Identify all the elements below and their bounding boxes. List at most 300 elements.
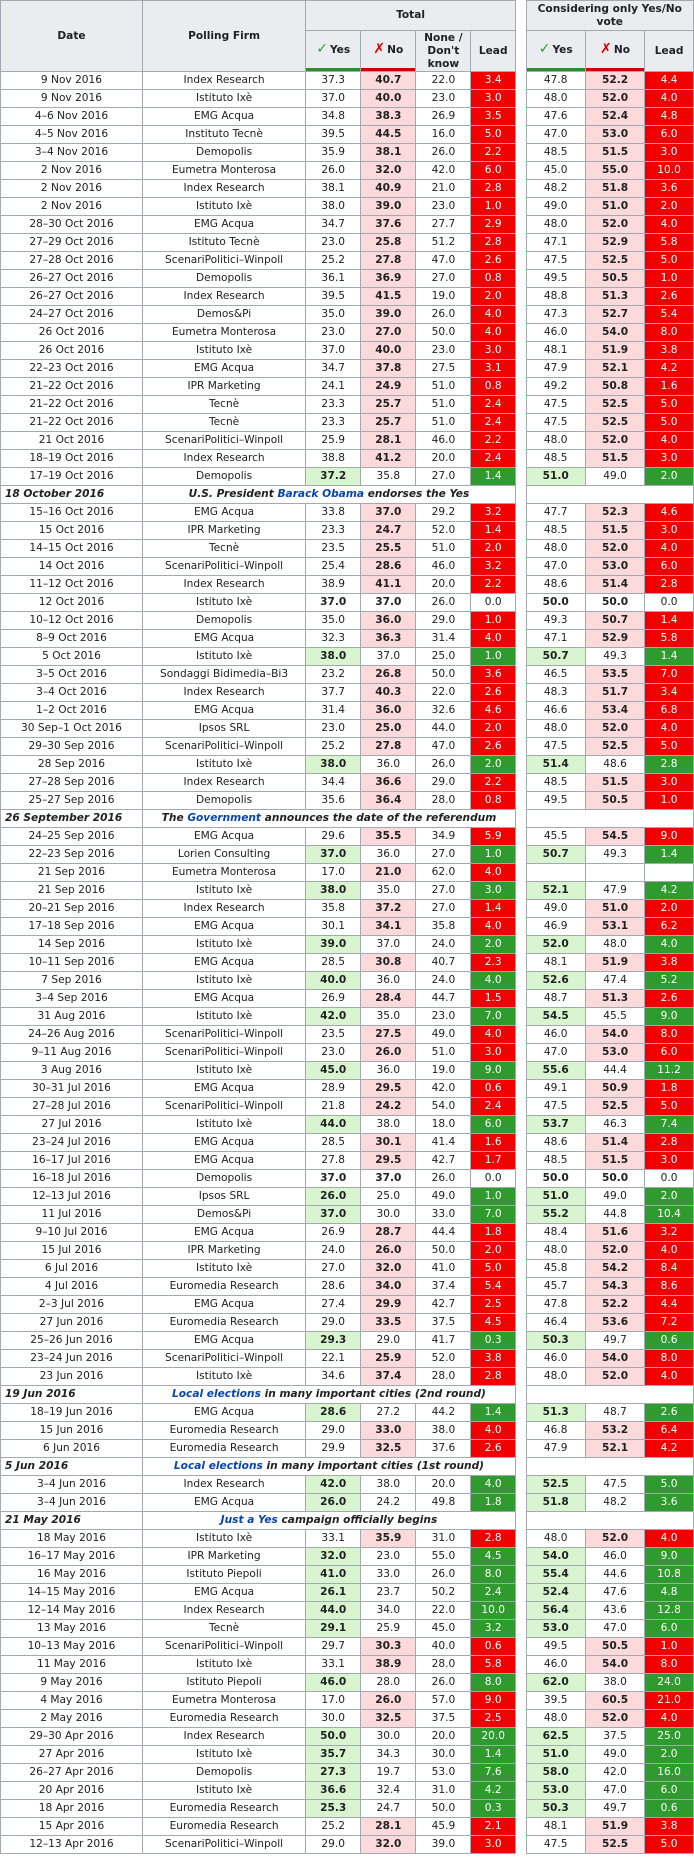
poll-c-yes: 51.3 bbox=[526, 1404, 585, 1422]
poll-dontknow: 28.0 bbox=[416, 792, 471, 810]
poll-no: 30.0 bbox=[361, 1206, 416, 1224]
poll-firm[interactable]: ScenariPolitici–Winpoll bbox=[142, 432, 305, 450]
poll-no: 25.7 bbox=[361, 414, 416, 432]
poll-c-yes: 55.6 bbox=[526, 1062, 585, 1080]
poll-yes: 29.0 bbox=[306, 1422, 361, 1440]
table-row bbox=[1, 1638, 694, 1656]
poll-firm[interactable]: ScenariPolitici–Winpoll bbox=[142, 1350, 305, 1368]
poll-firm[interactable]: Index Research bbox=[142, 576, 305, 594]
event-text bbox=[142, 486, 515, 504]
poll-lead: 1.4 bbox=[471, 1404, 516, 1422]
poll-firm[interactable]: EMG Acqua bbox=[142, 630, 305, 648]
poll-firm[interactable]: ScenariPolitici–Winpoll bbox=[142, 1026, 305, 1044]
poll-lead: 7.0 bbox=[471, 1008, 516, 1026]
poll-lead: 2.0 bbox=[471, 936, 516, 954]
poll-firm[interactable]: Eumetra Monterosa bbox=[142, 162, 305, 180]
poll-yes: 50.0 bbox=[306, 1728, 361, 1746]
poll-yes: 26.0 bbox=[306, 1188, 361, 1206]
poll-firm[interactable]: EMG Acqua bbox=[142, 1404, 305, 1422]
poll-yes: 22.1 bbox=[306, 1350, 361, 1368]
gap-cell bbox=[515, 792, 526, 810]
poll-firm[interactable]: Ipsos SRL bbox=[142, 1188, 305, 1206]
gap-cell bbox=[515, 774, 526, 792]
poll-firm[interactable]: Istituto Ixè bbox=[142, 1062, 305, 1080]
event-link[interactable]: Local elections bbox=[173, 1460, 263, 1472]
poll-lead: 3.4 bbox=[471, 72, 516, 90]
poll-firm[interactable]: EMG Acqua bbox=[142, 1134, 305, 1152]
event-link[interactable]: Barack Obama bbox=[277, 488, 365, 500]
poll-firm[interactable]: EMG Acqua bbox=[142, 1152, 305, 1170]
gap-cell bbox=[515, 1152, 526, 1170]
table-row bbox=[1, 648, 694, 666]
poll-date: 18–19 Jun 2016 bbox=[1, 1404, 143, 1422]
poll-firm[interactable]: ScenariPolitici–Winpoll bbox=[142, 1098, 305, 1116]
poll-no: 28.6 bbox=[361, 558, 416, 576]
poll-c-yes: 47.8 bbox=[526, 1296, 585, 1314]
poll-lead: 4.0 bbox=[471, 1476, 516, 1494]
poll-firm[interactable]: Euromedia Research bbox=[142, 1818, 305, 1836]
poll-c-no: 47.5 bbox=[585, 1476, 644, 1494]
poll-lead: 2.4 bbox=[471, 1098, 516, 1116]
gap-cell bbox=[515, 1062, 526, 1080]
header-considering: Considering only Yes/No vote bbox=[526, 1, 693, 31]
poll-c-no: 52.0 bbox=[585, 1368, 644, 1386]
poll-dontknow: 27.0 bbox=[416, 900, 471, 918]
poll-firm[interactable]: EMG Acqua bbox=[142, 1584, 305, 1602]
poll-firm[interactable]: EMG Acqua bbox=[142, 702, 305, 720]
poll-firm[interactable]: Eumetra Monterosa bbox=[142, 324, 305, 342]
poll-c-lead: 10.0 bbox=[645, 162, 694, 180]
poll-firm[interactable]: Index Research bbox=[142, 72, 305, 90]
poll-dontknow: 27.0 bbox=[416, 270, 471, 288]
poll-firm[interactable]: ScenariPolitici–Winpoll bbox=[142, 1044, 305, 1062]
poll-c-yes: 48.5 bbox=[526, 144, 585, 162]
poll-c-yes: 58.0 bbox=[526, 1764, 585, 1782]
table-row bbox=[1, 1548, 694, 1566]
event-link[interactable]: Government bbox=[187, 812, 261, 824]
poll-date: 3–4 Oct 2016 bbox=[1, 684, 143, 702]
poll-dontknow: 38.0 bbox=[416, 1422, 471, 1440]
poll-c-yes: 45.0 bbox=[526, 162, 585, 180]
poll-firm[interactable]: Eumetra Monterosa bbox=[142, 864, 305, 882]
poll-firm[interactable]: Demopolis bbox=[142, 612, 305, 630]
poll-date: 3–4 Jun 2016 bbox=[1, 1494, 143, 1512]
poll-firm[interactable]: Euromedia Research bbox=[142, 1800, 305, 1818]
poll-c-yes: 53.0 bbox=[526, 1620, 585, 1638]
poll-c-no: 51.0 bbox=[585, 198, 644, 216]
poll-no: 35.8 bbox=[361, 468, 416, 486]
poll-date: 2 Nov 2016 bbox=[1, 198, 143, 216]
poll-no: 37.0 bbox=[361, 936, 416, 954]
poll-lead: 1.6 bbox=[471, 1134, 516, 1152]
poll-no: 34.1 bbox=[361, 918, 416, 936]
poll-c-yes: 47.5 bbox=[526, 1836, 585, 1854]
poll-firm[interactable]: IPR Marketing bbox=[142, 1242, 305, 1260]
poll-firm[interactable]: Istituto Ixè bbox=[142, 972, 305, 990]
poll-c-no: 51.6 bbox=[585, 1224, 644, 1242]
poll-yes: 38.9 bbox=[306, 576, 361, 594]
poll-c-no: 47.9 bbox=[585, 882, 644, 900]
gap-cell bbox=[515, 378, 526, 396]
poll-firm[interactable]: Tecnè bbox=[142, 1620, 305, 1638]
check-icon: ✓ bbox=[538, 41, 551, 57]
poll-no: 39.0 bbox=[361, 306, 416, 324]
poll-c-yes: 48.5 bbox=[526, 522, 585, 540]
table-row bbox=[1, 270, 694, 288]
poll-lead: 2.6 bbox=[471, 1440, 516, 1458]
gap-cell bbox=[515, 432, 526, 450]
poll-firm[interactable]: Istituto Ixè bbox=[142, 342, 305, 360]
poll-yes: 35.0 bbox=[306, 306, 361, 324]
poll-date: 4–5 Nov 2016 bbox=[1, 126, 143, 144]
event-row bbox=[1, 1512, 694, 1530]
poll-firm[interactable]: IPR Marketing bbox=[142, 378, 305, 396]
poll-dontknow: 29.0 bbox=[416, 774, 471, 792]
poll-c-lead: 5.0 bbox=[645, 414, 694, 432]
poll-c-yes: 62.0 bbox=[526, 1674, 585, 1692]
poll-dontknow: 27.0 bbox=[416, 468, 471, 486]
gap-cell bbox=[515, 612, 526, 630]
poll-dontknow: 51.0 bbox=[416, 540, 471, 558]
poll-date: 27–28 Oct 2016 bbox=[1, 252, 143, 270]
poll-c-no: 60.5 bbox=[585, 1692, 644, 1710]
poll-lead: 3.0 bbox=[471, 882, 516, 900]
poll-firm[interactable]: Index Research bbox=[142, 180, 305, 198]
poll-lead: 3.0 bbox=[471, 1836, 516, 1854]
poll-firm[interactable]: EMG Acqua bbox=[142, 1332, 305, 1350]
poll-firm[interactable]: Euromedia Research bbox=[142, 1440, 305, 1458]
poll-firm[interactable]: Demopolis bbox=[142, 792, 305, 810]
poll-firm[interactable]: Eumetra Monterosa bbox=[142, 1692, 305, 1710]
poll-firm[interactable]: EMG Acqua bbox=[142, 954, 305, 972]
event-blank bbox=[526, 1458, 693, 1476]
poll-firm[interactable]: EMG Acqua bbox=[142, 828, 305, 846]
poll-no: 30.0 bbox=[361, 1728, 416, 1746]
poll-yes: 44.0 bbox=[306, 1602, 361, 1620]
poll-firm[interactable]: ScenariPolitici–Winpoll bbox=[142, 738, 305, 756]
poll-firm[interactable]: Istituto Piepoli bbox=[142, 1674, 305, 1692]
poll-firm[interactable]: Tecnè bbox=[142, 414, 305, 432]
poll-c-lead: 2.6 bbox=[645, 1404, 694, 1422]
poll-firm[interactable]: Demos&Pi bbox=[142, 1206, 305, 1224]
poll-firm[interactable]: Istituto Ixè bbox=[142, 756, 305, 774]
poll-firm[interactable]: Euromedia Research bbox=[142, 1710, 305, 1728]
poll-c-no: 45.5 bbox=[585, 1008, 644, 1026]
table-row bbox=[1, 1422, 694, 1440]
poll-dontknow: 29.0 bbox=[416, 612, 471, 630]
poll-yes: 27.8 bbox=[306, 1152, 361, 1170]
poll-firm[interactable]: Index Research bbox=[142, 684, 305, 702]
poll-c-lead: 4.0 bbox=[645, 90, 694, 108]
poll-firm[interactable]: Istituto Tecnè bbox=[142, 234, 305, 252]
poll-date: 21 Oct 2016 bbox=[1, 432, 143, 450]
poll-lead: 2.2 bbox=[471, 774, 516, 792]
poll-lead: 2.4 bbox=[471, 414, 516, 432]
poll-firm[interactable]: Istituto Ixè bbox=[142, 1116, 305, 1134]
poll-firm[interactable]: Index Research bbox=[142, 288, 305, 306]
poll-lead: 3.2 bbox=[471, 1620, 516, 1638]
poll-dontknow: 54.0 bbox=[416, 1098, 471, 1116]
poll-no: 26.0 bbox=[361, 1044, 416, 1062]
poll-firm[interactable]: EMG Acqua bbox=[142, 216, 305, 234]
poll-c-yes: 52.1 bbox=[526, 882, 585, 900]
poll-dontknow: 51.2 bbox=[416, 234, 471, 252]
table-row bbox=[1, 684, 694, 702]
poll-lead: 0.0 bbox=[471, 1170, 516, 1188]
poll-firm[interactable]: Index Research bbox=[142, 1728, 305, 1746]
poll-firm[interactable]: Demos&Pi bbox=[142, 306, 305, 324]
poll-firm[interactable]: Istituto Ixè bbox=[142, 594, 305, 612]
poll-firm[interactable]: Tecnè bbox=[142, 540, 305, 558]
poll-firm[interactable]: EMG Acqua bbox=[142, 1494, 305, 1512]
table-row bbox=[1, 432, 694, 450]
gap-cell bbox=[515, 288, 526, 306]
gap-cell bbox=[515, 1638, 526, 1656]
poll-firm[interactable]: Euromedia Research bbox=[142, 1314, 305, 1332]
poll-firm[interactable]: Istituto Ixè bbox=[142, 90, 305, 108]
poll-dontknow: 57.0 bbox=[416, 1692, 471, 1710]
poll-c-no: 54.0 bbox=[585, 1026, 644, 1044]
poll-yes: 30.0 bbox=[306, 1710, 361, 1728]
poll-no: 40.3 bbox=[361, 684, 416, 702]
poll-firm[interactable]: EMG Acqua bbox=[142, 504, 305, 522]
gap-cell bbox=[515, 414, 526, 432]
gap-cell bbox=[515, 468, 526, 486]
gap-cell bbox=[515, 540, 526, 558]
poll-dontknow: 26.0 bbox=[416, 1674, 471, 1692]
poll-firm[interactable]: ScenariPolitici–Winpoll bbox=[142, 252, 305, 270]
poll-firm[interactable]: IPR Marketing bbox=[142, 1548, 305, 1566]
poll-yes: 34.7 bbox=[306, 360, 361, 378]
poll-lead: 2.4 bbox=[471, 450, 516, 468]
poll-lead: 2.0 bbox=[471, 540, 516, 558]
poll-firm[interactable]: EMG Acqua bbox=[142, 108, 305, 126]
event-text bbox=[142, 1512, 515, 1530]
poll-firm[interactable]: Demopolis bbox=[142, 1170, 305, 1188]
header-dontknow: None / Don't know bbox=[416, 31, 471, 72]
poll-no: 25.0 bbox=[361, 720, 416, 738]
poll-firm[interactable]: Demopolis bbox=[142, 1764, 305, 1782]
table-row bbox=[1, 1620, 694, 1638]
poll-c-yes: 47.3 bbox=[526, 306, 585, 324]
poll-firm[interactable]: Ipsos SRL bbox=[142, 720, 305, 738]
poll-date: 11 May 2016 bbox=[1, 1656, 143, 1674]
poll-dontknow: 26.0 bbox=[416, 306, 471, 324]
poll-date: 20–21 Sep 2016 bbox=[1, 900, 143, 918]
poll-firm[interactable]: EMG Acqua bbox=[142, 1296, 305, 1314]
poll-c-no: 51.5 bbox=[585, 774, 644, 792]
poll-date: 3–4 Sep 2016 bbox=[1, 990, 143, 1008]
event-text bbox=[142, 1386, 515, 1404]
poll-lead: 0.8 bbox=[471, 270, 516, 288]
poll-date: 21–22 Oct 2016 bbox=[1, 378, 143, 396]
poll-c-yes: 47.5 bbox=[526, 396, 585, 414]
event-link[interactable]: Local elections bbox=[172, 1388, 261, 1400]
gap-cell bbox=[515, 720, 526, 738]
poll-c-yes: 47.0 bbox=[526, 1044, 585, 1062]
poll-firm[interactable]: Demopolis bbox=[142, 270, 305, 288]
poll-no: 25.0 bbox=[361, 1188, 416, 1206]
poll-firm[interactable]: Istituto Ixè bbox=[142, 882, 305, 900]
poll-firm[interactable]: IPR Marketing bbox=[142, 522, 305, 540]
poll-c-yes: 48.0 bbox=[526, 1368, 585, 1386]
poll-c-yes: 46.4 bbox=[526, 1314, 585, 1332]
poll-firm[interactable]: Index Research bbox=[142, 1476, 305, 1494]
poll-c-lead: 4.8 bbox=[645, 108, 694, 126]
poll-dontknow: 53.0 bbox=[416, 1764, 471, 1782]
event-date: 26 September 2016 bbox=[1, 810, 143, 828]
poll-firm[interactable]: Istituto Ixè bbox=[142, 1008, 305, 1026]
poll-firm[interactable]: EMG Acqua bbox=[142, 990, 305, 1008]
poll-firm[interactable]: Lorien Consulting bbox=[142, 846, 305, 864]
poll-dontknow: 40.7 bbox=[416, 954, 471, 972]
poll-dontknow: 22.0 bbox=[416, 1602, 471, 1620]
table-row bbox=[1, 504, 694, 522]
poll-firm[interactable]: Index Research bbox=[142, 900, 305, 918]
table-row bbox=[1, 1026, 694, 1044]
gap-cell bbox=[515, 216, 526, 234]
poll-dontknow: 44.7 bbox=[416, 990, 471, 1008]
table-row bbox=[1, 1170, 694, 1188]
poll-lead: 2.1 bbox=[471, 1818, 516, 1836]
table-row bbox=[1, 342, 694, 360]
poll-dontknow: 25.0 bbox=[416, 648, 471, 666]
poll-lead: 0.3 bbox=[471, 1332, 516, 1350]
poll-firm[interactable]: Tecnè bbox=[142, 396, 305, 414]
poll-date: 26 Oct 2016 bbox=[1, 342, 143, 360]
event-post: in many important cities (2nd round) bbox=[260, 1388, 486, 1400]
poll-dontknow: 33.0 bbox=[416, 1206, 471, 1224]
poll-no: 38.0 bbox=[361, 1116, 416, 1134]
poll-c-yes: 48.0 bbox=[526, 540, 585, 558]
poll-no: 28.1 bbox=[361, 1818, 416, 1836]
poll-firm[interactable]: Euromedia Research bbox=[142, 1422, 305, 1440]
poll-firm[interactable]: Index Research bbox=[142, 450, 305, 468]
poll-firm[interactable]: Istituto Ixè bbox=[142, 1260, 305, 1278]
poll-yes: 17.0 bbox=[306, 1692, 361, 1710]
poll-c-no: 52.9 bbox=[585, 234, 644, 252]
table-row bbox=[1, 1080, 694, 1098]
poll-lead: 4.0 bbox=[471, 1026, 516, 1044]
poll-date: 26–27 Oct 2016 bbox=[1, 288, 143, 306]
poll-no: 27.8 bbox=[361, 252, 416, 270]
poll-dontknow: 50.0 bbox=[416, 1800, 471, 1818]
poll-c-no: 51.5 bbox=[585, 144, 644, 162]
poll-c-lead: 6.0 bbox=[645, 1782, 694, 1800]
poll-dontknow: 24.0 bbox=[416, 936, 471, 954]
poll-firm[interactable]: Demopolis bbox=[142, 468, 305, 486]
poll-yes: 24.1 bbox=[306, 378, 361, 396]
poll-c-lead: 6.0 bbox=[645, 126, 694, 144]
table-row bbox=[1, 144, 694, 162]
event-text bbox=[142, 810, 515, 828]
poll-no: 38.3 bbox=[361, 108, 416, 126]
poll-c-yes: 47.8 bbox=[526, 72, 585, 90]
poll-firm[interactable]: Index Research bbox=[142, 1602, 305, 1620]
poll-yes: 28.6 bbox=[306, 1278, 361, 1296]
poll-dontknow: 49.0 bbox=[416, 1026, 471, 1044]
poll-yes: 23.3 bbox=[306, 414, 361, 432]
poll-firm[interactable]: Istituto Ixè bbox=[142, 1782, 305, 1800]
event-link[interactable]: Just a Yes bbox=[220, 1514, 278, 1526]
gap-cell bbox=[515, 1602, 526, 1620]
poll-c-yes: 49.0 bbox=[526, 198, 585, 216]
poll-firm[interactable]: Istituto Ixè bbox=[142, 1368, 305, 1386]
poll-firm[interactable]: Istituto Ixè bbox=[142, 936, 305, 954]
poll-c-no: 52.0 bbox=[585, 540, 644, 558]
poll-c-no: 52.7 bbox=[585, 306, 644, 324]
poll-firm[interactable]: Istituto Ixè bbox=[142, 648, 305, 666]
gap-cell bbox=[515, 522, 526, 540]
poll-firm[interactable]: Demopolis bbox=[142, 144, 305, 162]
poll-c-lead: 6.0 bbox=[645, 1620, 694, 1638]
poll-firm[interactable]: Istituto Ixè bbox=[142, 1530, 305, 1548]
gap-cell bbox=[515, 1836, 526, 1854]
header-c-lead: Lead bbox=[645, 31, 694, 72]
poll-date: 27 Apr 2016 bbox=[1, 1746, 143, 1764]
poll-firm[interactable]: Sondaggi Bidimedia–Bi3 bbox=[142, 666, 305, 684]
poll-firm[interactable]: ScenariPolitici–Winpoll bbox=[142, 558, 305, 576]
poll-yes: 39.0 bbox=[306, 936, 361, 954]
table-row bbox=[1, 1188, 694, 1206]
poll-lead: 3.0 bbox=[471, 1044, 516, 1062]
poll-c-lead: 4.0 bbox=[645, 432, 694, 450]
gap-cell bbox=[515, 270, 526, 288]
poll-firm[interactable]: Istituto Ixè bbox=[142, 198, 305, 216]
table-row bbox=[1, 126, 694, 144]
poll-no: 32.5 bbox=[361, 1440, 416, 1458]
table-row bbox=[1, 936, 694, 954]
poll-lead: 4.0 bbox=[471, 1422, 516, 1440]
poll-yes: 23.3 bbox=[306, 396, 361, 414]
poll-dontknow: 20.0 bbox=[416, 1476, 471, 1494]
poll-firm[interactable]: Istituto Ixè bbox=[142, 1656, 305, 1674]
poll-c-lead: 4.0 bbox=[645, 1710, 694, 1728]
gap-cell bbox=[515, 1116, 526, 1134]
poll-c-lead: 4.4 bbox=[645, 72, 694, 90]
poll-firm[interactable]: Istituto Ixè bbox=[142, 1746, 305, 1764]
table-row bbox=[1, 360, 694, 378]
poll-dontknow: 44.0 bbox=[416, 720, 471, 738]
poll-yes: 21.8 bbox=[306, 1098, 361, 1116]
poll-yes: 37.0 bbox=[306, 1170, 361, 1188]
poll-dontknow: 51.0 bbox=[416, 378, 471, 396]
poll-firm[interactable]: ScenariPolitici–Winpoll bbox=[142, 1638, 305, 1656]
poll-firm[interactable]: Index Research bbox=[142, 774, 305, 792]
poll-firm[interactable]: Instituto Tecnè bbox=[142, 126, 305, 144]
table-row bbox=[1, 1800, 694, 1818]
poll-no: 32.0 bbox=[361, 1836, 416, 1854]
gap-cell bbox=[515, 1242, 526, 1260]
table-row bbox=[1, 522, 694, 540]
poll-firm[interactable]: EMG Acqua bbox=[142, 1080, 305, 1098]
poll-firm[interactable]: EMG Acqua bbox=[142, 918, 305, 936]
poll-c-yes: 45.5 bbox=[526, 828, 585, 846]
poll-firm[interactable]: EMG Acqua bbox=[142, 360, 305, 378]
table-row bbox=[1, 306, 694, 324]
poll-lead: 6.0 bbox=[471, 162, 516, 180]
poll-firm[interactable]: ScenariPolitici–Winpoll bbox=[142, 1836, 305, 1854]
poll-firm[interactable]: Euromedia Research bbox=[142, 1278, 305, 1296]
table-row bbox=[1, 1566, 694, 1584]
poll-firm[interactable]: EMG Acqua bbox=[142, 1224, 305, 1242]
poll-firm[interactable]: Istituto Piepoli bbox=[142, 1566, 305, 1584]
poll-dontknow: 34.9 bbox=[416, 828, 471, 846]
poll-dontknow: 47.0 bbox=[416, 738, 471, 756]
poll-yes: 23.5 bbox=[306, 1026, 361, 1044]
table-row bbox=[1, 1764, 694, 1782]
poll-dontknow: 37.5 bbox=[416, 1314, 471, 1332]
